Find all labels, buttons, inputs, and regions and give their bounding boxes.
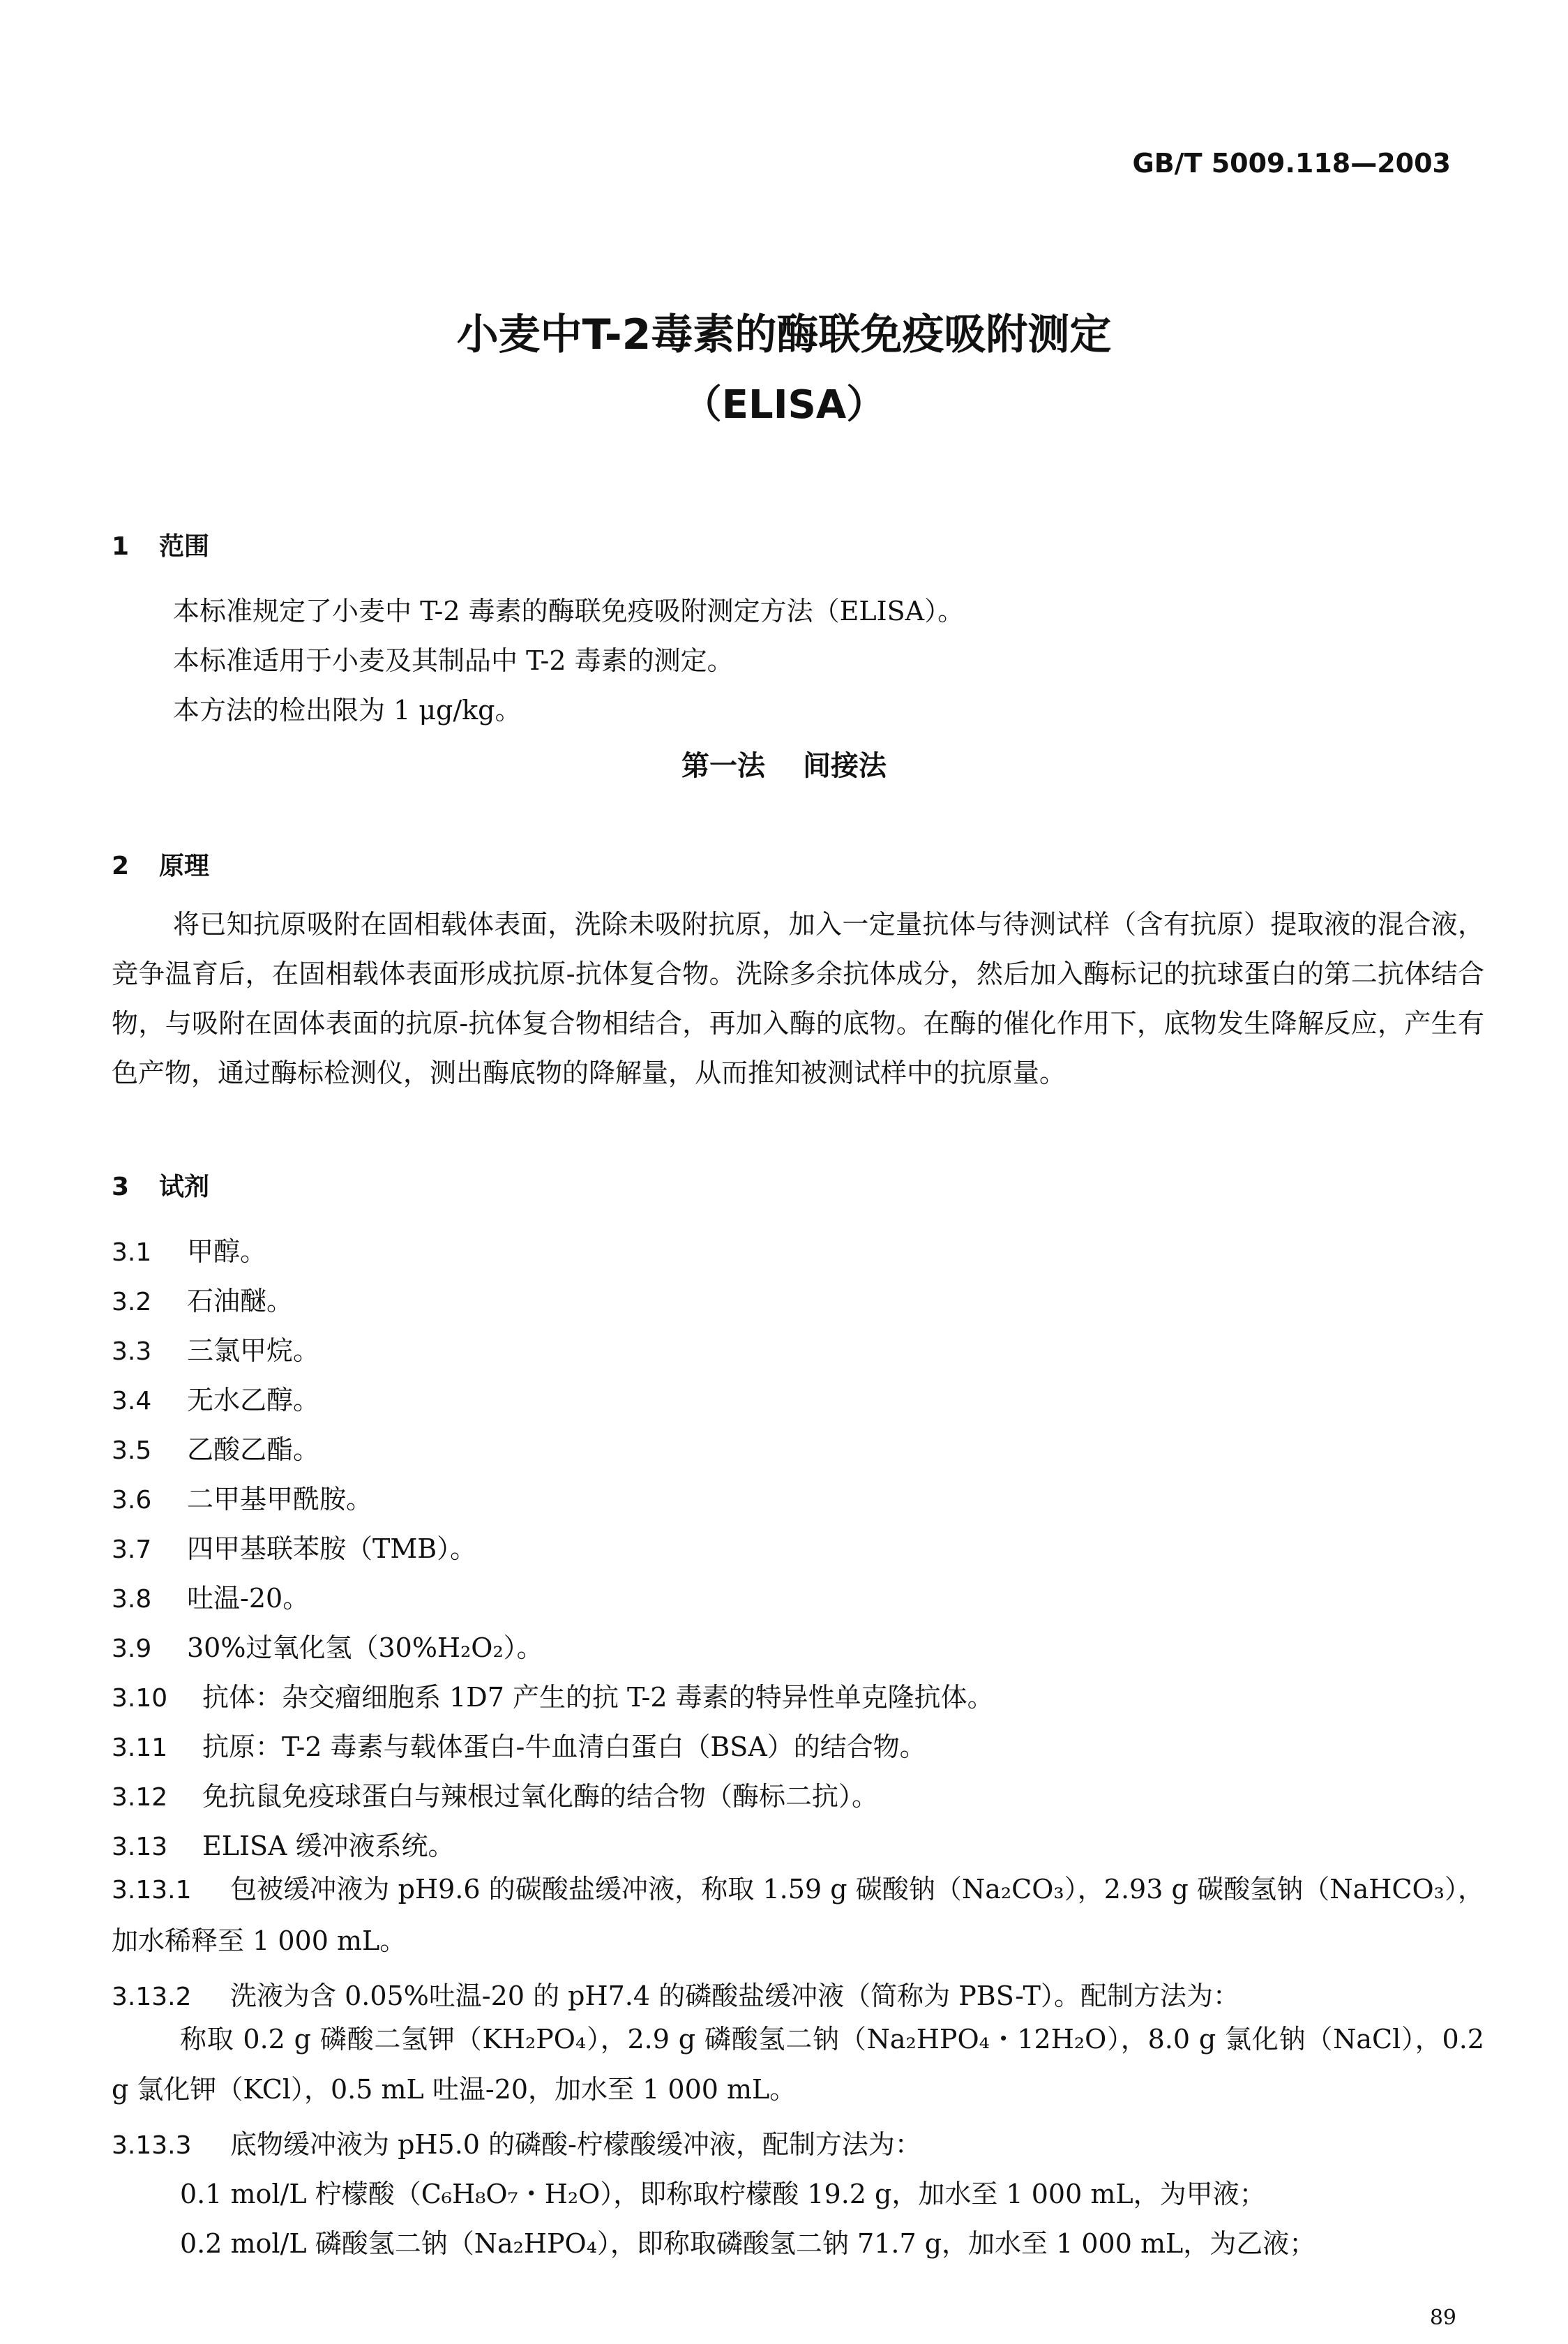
reagent-item [112,1824,455,1863]
section-number: 3 [112,1173,130,1201]
item-number: 3.4 [112,1387,152,1415]
reagent-item-3133 [112,2123,921,2161]
reagent-item-3131 [112,1864,1484,1966]
pbs-recipe: 称取 0.2 g 磷酸二氢钾（KH₂PO₄），2.9 g 磷酸氢二钠（Na₂HPO₄・12H₂O），8.0 g 氯化钠（NaCl），0.2 g 氯化钾（KCl），0.5 mL 吐温-20，加水至 1 000 mL。 [112,2024,1484,2105]
standard-number: GB/T 5009.118—2003 [1132,148,1451,179]
item-text: 吐温-20。 [187,1583,310,1614]
item-number: 3.3 [112,1337,152,1366]
reagent-item [112,1676,994,1714]
principle-paragraph: 将已知抗原吸附在固相载体表面，洗除未吸附抗原，加入一定量抗体与待测试样（含有抗原）提取液的混合液，竞争温育后，在固相载体表面形成抗原-抗体复合物。洗除多余抗体成分，然后加入酶标记的抗球蛋白的第二抗体结合物，与吸附在固体表面的抗原-抗体复合物相结合，再加入酶的底物。在酶的催化作用下，底物发生降解反应，产生有色产物，通过酶标检测仪，测出酶底物的降解量，从而推知被测试样中的抗原量。 [112,909,1484,1088]
item-text: 抗体：杂交瘤细胞系 1D7 产生的抗 T-2 毒素的特异性单克隆抗体。 [202,1682,994,1713]
item-number: 3.11 [112,1734,168,1762]
reagent-item [112,1725,926,1764]
reagent-item [112,1428,319,1466]
section-title: 原理 [159,852,210,880]
solution-b-line: 0.2 mol/L 磷酸氢二钠（Na₂HPO₄），即称取磷酸氢二钠 71.7 g，加水至 1 000 mL，为乙液； [180,2228,1316,2259]
item-number: 3.8 [112,1585,152,1614]
item-text: 二甲基甲酰胺。 [187,1484,373,1515]
scope-line: 本标准适用于小麦及其制品中 T-2 毒素的测定。 [173,645,734,676]
item-text: 免抗鼠免疫球蛋白与辣根过氧化酶的结合物（酶标二抗）。 [202,1781,879,1812]
reagent-item [112,1378,319,1417]
item-number: 3.2 [112,1288,152,1316]
reagent-item [112,1279,293,1318]
item-text: 三氯甲烷。 [187,1335,320,1366]
section-number: 2 [112,852,130,880]
scope-line: 本方法的检出限为 1 μg/kg。 [173,695,522,726]
document-subtitle: （ELISA） [682,382,886,428]
method-heading: 第一法 间接法 [681,750,887,782]
section-number: 1 [112,532,130,561]
reagent-item [112,1775,878,1813]
item-text: 抗原：T-2 毒素与载体蛋白-牛血清白蛋白（BSA）的结合物。 [202,1731,926,1762]
item-number: 3.5 [112,1436,152,1465]
item-text: 乙酸乙酯。 [187,1434,320,1465]
reagent-item [112,1230,266,1268]
section-title: 试剂 [159,1173,210,1201]
item-text: 甲醇。 [187,1236,267,1267]
item-number: 3.7 [112,1535,152,1564]
item-number: 3.13 [112,1833,168,1861]
item-number: 3.9 [112,1635,152,1663]
item-text: 30%过氧化氢（30%H₂O₂）。 [187,1632,543,1663]
reagent-item [112,1478,372,1516]
item-number: 3.6 [112,1486,152,1515]
reagent-item [112,1527,476,1565]
item-number: 3.12 [112,1783,168,1812]
item-text: 洗液为含 0.05%吐温-20 的 pH7.4 的磷酸盐缓冲液（简称为 PBS-T）。配制方法为： [230,1981,1239,2011]
item-text: 包被缓冲液为 pH9.6 的碳酸盐缓冲液，称取 1.59 g 碳酸钠（Na₂CO₃），2.93 g 碳酸氢钠（NaHCO₃），加水稀释至 1 000 mL。 [112,1874,1484,1956]
reagent-item-3132 [112,1974,1239,2013]
item-number: 3.1 [112,1238,152,1267]
reagent-item [112,1329,319,1367]
item-text: 无水乙醇。 [187,1385,320,1415]
section-title: 范围 [159,532,210,561]
item-number: 3.13.3 [112,2131,192,2160]
item-number: 3.10 [112,1684,168,1713]
reagent-item [112,1577,309,1615]
reagent-item [112,1626,543,1665]
section-3-heading [112,1167,209,1203]
item-text: 四甲基联苯胺（TMB）。 [187,1533,477,1564]
item-text: 底物缓冲液为 pH5.0 的磷酸-柠檬酸缓冲液，配制方法为： [230,2129,921,2160]
document-title: 小麦中T-2毒素的酶联免疫吸附测定 [456,310,1112,359]
section-2-heading [112,846,209,882]
scope-line: 本标准规定了小麦中 T-2 毒素的酶联免疫吸附测定方法（ELISA）。 [173,596,965,626]
item-text: ELISA 缓冲液系统。 [202,1831,455,1861]
solution-a-line: 0.1 mol/L 柠檬酸（C₆H₈O₇・H₂O），即称取柠檬酸 19.2 g，加水至 1 000 mL，为甲液； [180,2179,1266,2209]
page-number: 89 [1429,2306,1456,2330]
item-number: 3.13.2 [112,1983,192,2011]
item-text: 石油醚。 [187,1286,294,1316]
item-number: 3.13.1 [112,1876,192,1904]
section-1-heading [112,527,209,562]
